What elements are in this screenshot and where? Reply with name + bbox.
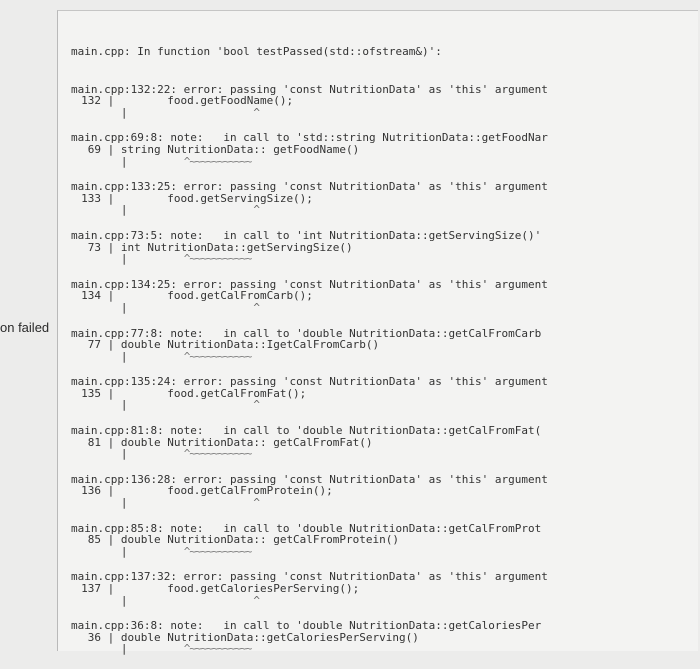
gutter-separator: | (101, 154, 128, 168)
error-marker: ^~~~~~~~~~~~ (127, 349, 252, 363)
block-spacer (71, 362, 698, 376)
gutter-separator: | (101, 630, 121, 644)
gutter-separator: | (101, 398, 128, 412)
gutter-separator: | (101, 582, 121, 595)
marker-line (71, 399, 698, 411)
source-code: food.getCaloriesPerServing(); (120, 582, 360, 595)
terminal-text (71, 20, 698, 669)
error-marker: ^ (127, 105, 260, 119)
marker-line (71, 448, 698, 460)
gutter-separator: | (101, 386, 121, 400)
diagnostic-message: main.cpp:135:24: error: passing 'const NutritionData' as 'this' argument (71, 375, 548, 389)
gutter-separator: | (101, 349, 128, 363)
marker-line (71, 497, 698, 509)
marker-line (71, 302, 698, 314)
line-number: 73 (87, 240, 101, 254)
gutter-separator: | (101, 496, 128, 510)
gutter-separator: | (101, 447, 128, 461)
diagnostic-message: main.cpp:69:8: note: in call to 'std::string NutritionData::getFoodNar (71, 131, 548, 145)
error-marker: ^ (127, 203, 260, 217)
line-number: 134 (81, 289, 101, 303)
gutter-separator: | (101, 142, 121, 156)
block-spacer (71, 314, 698, 328)
gutter-separator: | (101, 338, 121, 352)
line-number: 81 (87, 435, 101, 449)
source-code: food.getCalFromFat(); (120, 386, 307, 400)
marker-line (71, 156, 698, 168)
line-number: 132 (81, 94, 101, 108)
gutter-separator: | (101, 94, 121, 108)
diagnostic-message: main.cpp:133:25: error: passing 'const NutritionData' as 'this' argument (71, 180, 548, 194)
error-marker: ^~~~~~~~~~~~ (127, 447, 252, 461)
line-number: 85 (87, 533, 101, 547)
line-number: 36 (87, 630, 101, 644)
gutter-separator: | (101, 289, 121, 303)
line-number: 136 (81, 484, 101, 498)
diagnostic-message: main.cpp:134:25: error: passing 'const NutritionData' as 'this' argument (71, 277, 548, 291)
source-code: int NutritionData::getServingSize() (120, 240, 353, 254)
block-spacer (71, 655, 698, 669)
block-spacer (71, 265, 698, 279)
error-marker: ^ (127, 593, 260, 607)
source-code: food.getFoodName(); (120, 94, 294, 108)
gutter-separator: | (101, 191, 121, 205)
gutter-separator: | (101, 642, 128, 656)
diagnostic-message: main.cpp:85:8: note: in call to 'double NutritionData::getCalFromProt (71, 521, 542, 535)
source-code: string NutritionData:: getFoodName() (120, 142, 360, 156)
diagnostic-message: main.cpp:136:28: error: passing 'const NutritionData' as 'this' argument (71, 472, 548, 486)
gutter-separator: | (101, 435, 121, 449)
error-marker: ^ (127, 300, 260, 314)
gutter-separator: | (101, 240, 121, 254)
gutter-separator: | (101, 533, 121, 547)
line-number: 69 (87, 142, 101, 156)
error-marker: ^ (127, 398, 260, 412)
marker-line (71, 546, 698, 558)
source-code: food.getCalFromProtein(); (120, 484, 333, 498)
block-spacer (71, 118, 698, 132)
marker-line (71, 643, 698, 655)
gutter-separator: | (101, 300, 128, 314)
function-header: main.cpp: In function 'bool testPassed(std::ofstream&)': (71, 45, 442, 58)
source-code: double NutritionData::IgetCalFromCarb() (120, 338, 380, 352)
compiler-output-panel (57, 10, 698, 656)
sidebar-label: on failed (0, 320, 50, 335)
gutter-separator: | (101, 484, 121, 498)
diagnostic-message: main.cpp:36:8: note: in call to 'double NutritionData::getCaloriesPer (71, 619, 542, 633)
diagnostic-message: main.cpp:77:8: note: in call to 'double NutritionData::getCalFromCarb (71, 326, 542, 340)
error-marker: ^~~~~~~~~~~~ (127, 642, 252, 656)
source-code: food.getServingSize(); (120, 191, 313, 205)
marker-line (71, 253, 698, 265)
source-code: double NutritionData::getCaloriesPerServing() (120, 630, 419, 644)
gutter-separator: | (101, 544, 128, 558)
block-spacer (71, 460, 698, 474)
gutter-separator: | (101, 593, 128, 607)
block-spacer (71, 216, 698, 230)
line-number: 135 (81, 386, 101, 400)
line-number: 137 (81, 582, 101, 595)
source-code: food.getCalFromCarb(); (120, 289, 313, 303)
diagnostic-message: main.cpp:132:22: error: passing 'const NutritionData' as 'this' argument (71, 82, 548, 96)
error-marker: ^~~~~~~~~~~~ (127, 544, 252, 558)
block-spacer (71, 557, 698, 571)
gutter-separator: | (101, 203, 128, 217)
error-marker: ^ (127, 496, 260, 510)
marker-line (71, 351, 698, 363)
diagnostic-message: main.cpp:81:8: note: in call to 'double NutritionData::getCalFromFat( (71, 424, 542, 438)
diagnostic-message: main.cpp:73:5: note: in call to 'int NutritionData::getServingSize()' (71, 228, 542, 242)
gutter-separator: | (101, 252, 128, 266)
marker-line (71, 595, 698, 607)
source-code: double NutritionData:: getCalFromProtein() (120, 533, 400, 547)
marker-line (71, 204, 698, 216)
line-number: 77 (87, 338, 101, 352)
gutter-separator: | (101, 105, 128, 119)
block-spacer (71, 606, 698, 620)
diagnostic-message: main.cpp:137:32: error: passing 'const NutritionData' as 'this' argument (71, 570, 548, 584)
error-marker: ^~~~~~~~~~~~ (127, 252, 252, 266)
error-marker: ^~~~~~~~~~~~ (127, 154, 252, 168)
line-number: 133 (81, 191, 101, 205)
block-spacer (71, 167, 698, 181)
source-code: double NutritionData:: getCalFromFat() (120, 435, 373, 449)
block-spacer (71, 509, 698, 523)
block-spacer (71, 411, 698, 425)
marker-line (71, 107, 698, 119)
